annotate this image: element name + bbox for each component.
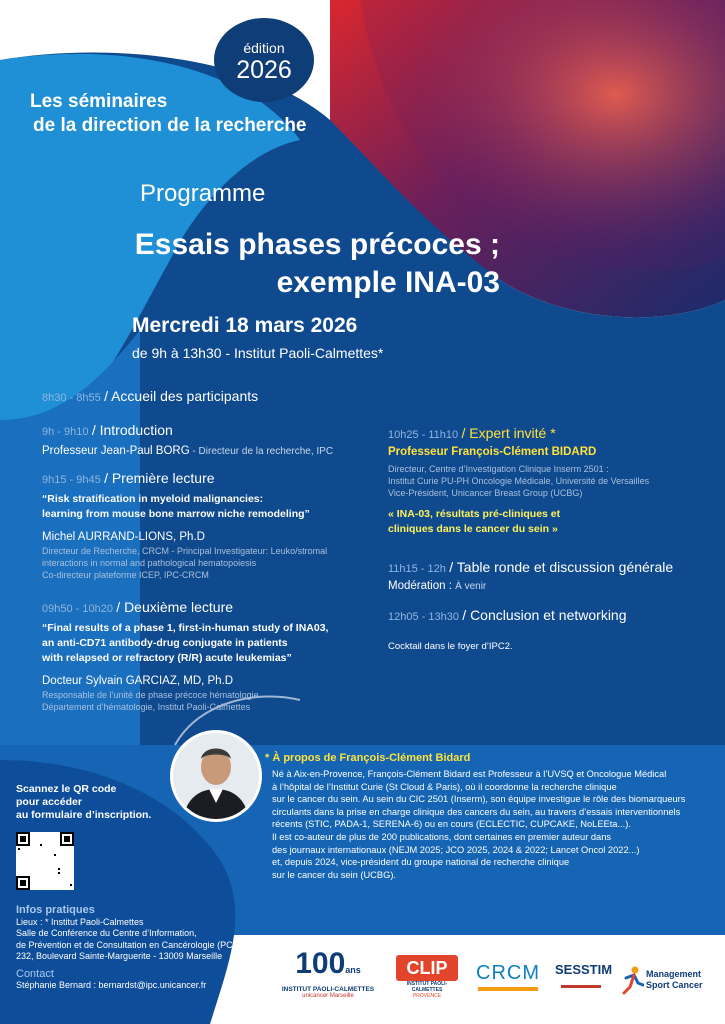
lecture1-quote [42, 492, 372, 522]
expert-quote-line2: cliniques dans le cancer du sein » [388, 523, 558, 535]
intro-time: 9h - 9h10 [42, 426, 89, 438]
about-text [272, 768, 712, 881]
msc-logo [622, 963, 722, 999]
lecture1-quote-line1: “Risk stratification in myeloid malignancies: [42, 493, 264, 505]
event-title-line2: exemple INA-03 [276, 266, 500, 299]
ipc-logo-name: INSTITUT PAOLI-CALMETTES [281, 986, 375, 993]
about-heading: * À propos de François-Clément Bidard [265, 752, 471, 764]
cocktail-note: Cocktail dans le foyer d’IPC2. [388, 641, 513, 652]
about-line: et, depuis 2024, vice-président du groupe national de recherche clinique [272, 857, 570, 868]
runner-icon [622, 965, 644, 995]
crcm-logo [474, 962, 542, 1002]
lecture1-quote-line2: learning from mouse bone marrow niche remodeling” [42, 508, 310, 520]
sesstim-logo-name: SESSTIM [555, 962, 613, 977]
about-line: récents (STIC, PADA-1, SERENA-6) ou en cours (ECLECTIC, CUPCAKE, NoLEEta...). [272, 819, 631, 830]
expert-title: / Expert invité * [461, 425, 556, 441]
speaker-photo [170, 730, 262, 822]
intro-title: / Introduction [91, 422, 173, 438]
expert-detail-2: Institut Curie PU-PH Oncologie Médicale, Université de Versailles [388, 476, 650, 486]
expert-details [388, 463, 718, 499]
info-line1: Lieux : * Institut Paoli-Calmettes [16, 916, 144, 927]
ipc-logo [278, 948, 378, 1008]
lecture2-details [42, 689, 377, 713]
schedule-intro [42, 422, 372, 459]
about-line: sur le cancer du sein (UCBG). [272, 869, 397, 880]
sesstim-logo [555, 955, 613, 1003]
intro-speaker: Professeur Jean-Paul BORG [42, 445, 190, 457]
conclusion-time: 12h05 - 13h30 [388, 611, 459, 623]
moderation-label: Modération : [388, 580, 452, 592]
lecture1-title: / Première lecture [104, 470, 215, 486]
expert-speaker: Professeur François-Clément BIDARD [388, 446, 597, 458]
msc-logo-line1: Management [646, 969, 702, 979]
lecture2-quote [42, 621, 377, 666]
lecture2-time: 09h50 - 10h20 [42, 603, 113, 615]
contact-email[interactable]: Stéphanie Bernard : bernardst@ipc.unicancer.fr [16, 980, 207, 990]
clip-logo-sub: INSTITUT PAOLI-CALMETTES [406, 981, 448, 993]
about-line: des journaux internationaux (NEJM 2025; JCO 2025, 2024 & 2022; Lancet Oncol 2022...) [272, 844, 640, 855]
series-line2: de la direction de la recherche [33, 115, 307, 136]
lecture1-time: 9h15 - 9h45 [42, 474, 101, 486]
practical-info [16, 905, 256, 992]
clip-logo-name: CLIP [396, 955, 458, 981]
schedule-lecture2 [42, 599, 377, 713]
conclusion-title: / Conclusion et networking [462, 607, 627, 623]
about-line: à l’hôpital de l’Institut Curie (St Cloud & Paris), où il coordonne la recherche clinique [272, 781, 617, 792]
expert-detail-1: Directeur, Centre d’Investigation Clinique Inserm 2501 : [388, 464, 609, 474]
event-date: Mercredi 18 mars 2026 [132, 314, 358, 337]
schedule-expert [388, 425, 718, 537]
lecture1-detail-2: interactions in normal and pathological hematopoiesis [42, 558, 257, 568]
qr-code[interactable] [16, 832, 74, 890]
moderation-value: À venir [455, 581, 487, 592]
lecture2-quote-line3: with relapsed or refractory (R/R) acute leukemias” [42, 652, 292, 664]
qr-code-icon [16, 832, 74, 890]
qr-instructions [16, 783, 176, 822]
lecture2-quote-line2: an anti-CD71 antibody-drug conjugate in patients [42, 637, 288, 649]
schedule-roundtable [388, 559, 718, 594]
series-line1: Les séminaires [30, 91, 168, 112]
expert-time: 10h25 - 11h10 [388, 429, 459, 441]
clip-logo-sub2: PROVENCE [412, 993, 442, 999]
lecture2-speaker: Docteur Sylvain GARCIAZ, MD, Ph.D [42, 675, 234, 687]
lecture2-quote-line1: “Final results of a phase 1, first-in-human study of INA03, [42, 622, 329, 634]
info-line3: de Prévention et de Consultation en Cancérologie (PC2) [16, 939, 241, 950]
contact-label: Contact [16, 967, 54, 980]
about-line: Il est co-auteur de plus de 200 publications, dont certaines en premier auteur dans [272, 831, 612, 842]
info-heading: Infos pratiques [16, 904, 95, 916]
qr-text-line1: Scannez le QR code [16, 783, 117, 795]
lecture1-detail-1: Directeur de Recherche, CRCM - Principal Investigateur: Leuko/stromal [42, 546, 328, 556]
crcm-logo-name: CRCM [476, 962, 540, 984]
series-title [30, 90, 307, 138]
clip-logo [396, 955, 458, 1005]
speaker-portrait-icon [173, 733, 259, 819]
welcome-title: / Accueil des participants [104, 388, 259, 404]
expert-detail-3: Vice-Président, Unicancer Breast Group (UCBG) [388, 488, 583, 498]
ipc-logo-sub: unicancer Marseille [302, 993, 354, 999]
expert-quote [388, 507, 718, 537]
schedule-welcome [42, 388, 258, 406]
msc-logo-line2: Sport Cancer [646, 980, 703, 990]
schedule-lecture1 [42, 470, 372, 581]
qr-text-line3: au formulaire d’inscription. [16, 809, 152, 821]
about-line: circulants dans la prise en charge clinique des cancers du sein, au travers d’essais interventionnels [272, 806, 681, 817]
lecture2-title: / Deuxième lecture [116, 599, 234, 615]
welcome-time: 8h30 - 8h55 [42, 392, 101, 404]
edition-year: 2026 [236, 56, 292, 84]
info-line2: Salle de Conférence du Centre d’Information, [16, 928, 197, 938]
lecture2-detail-2: Département d’hématologie, Institut Paoli-Calmettes [42, 702, 251, 712]
about-line: sur le cancer du sein. Au sein du CIC 2501 (Inserm), son équipe investigue le rôle des biomarqueurs [272, 794, 686, 805]
lecture1-detail-3: Co-directeur plateforme ICEP, IPC-CRCM [42, 570, 209, 580]
event-title-line1: Essais phases précoces ; [134, 228, 500, 261]
schedule-conclusion [388, 607, 627, 625]
ipc-logo-ans: ans [345, 965, 361, 975]
lecture1-speaker: Michel AURRAND-LIONS, Ph.D [42, 531, 205, 543]
lecture2-detail-1: Responsable de l’unité de phase précoce hématologie [42, 690, 259, 700]
expert-quote-line1: « INA-03, résultats pré-cliniques et [388, 508, 561, 520]
intro-role: - Directeur de la recherche, IPC [189, 446, 334, 457]
event-place: de 9h à 13h30 - Institut Paoli-Calmettes* [132, 345, 384, 361]
lecture1-details [42, 545, 372, 581]
roundtable-title: / Table ronde et discussion générale [449, 559, 674, 575]
edition-label: édition [243, 40, 285, 56]
program-label: Programme [140, 180, 266, 207]
info-line4: 232, Boulevard Sainte-Marguerite - 13009 Marseille [16, 951, 223, 961]
event-title [30, 226, 500, 302]
ipc-logo-number: 100 [295, 947, 346, 980]
roundtable-time: 11h15 - 12h [388, 563, 446, 575]
about-line: Né à Aix-en-Provence, François-Clément Bidard est Professeur à l’UVSQ et Oncologue Médical [272, 769, 667, 779]
qr-text-line2: pour accéder [16, 796, 82, 808]
